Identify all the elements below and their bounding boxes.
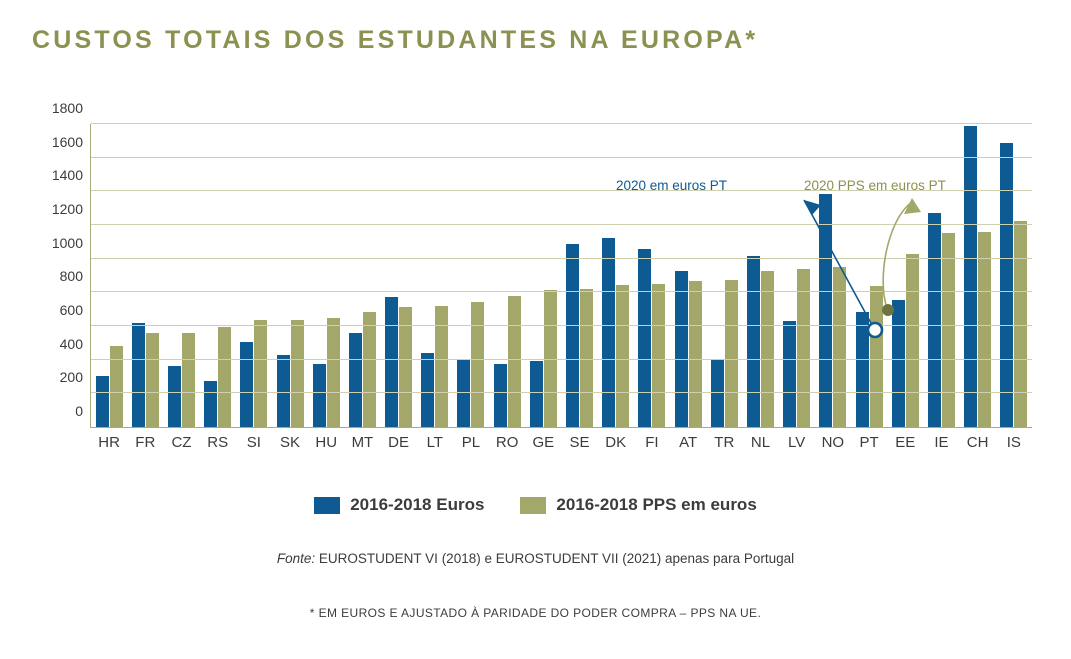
bar (870, 286, 883, 427)
gridline (59, 268, 1032, 292)
bar (218, 327, 231, 427)
x-axis-tick: FI (645, 434, 659, 451)
bar-group (453, 124, 489, 451)
y-axis-tick: 1200 (51, 201, 83, 217)
bar (168, 366, 181, 427)
bar-group (308, 124, 344, 451)
bar-group (381, 124, 417, 451)
bar-group (91, 124, 127, 451)
legend-item-euros (314, 495, 484, 515)
x-axis-tick: RS (207, 434, 229, 451)
x-axis-tick: GE (532, 434, 555, 451)
bar (964, 126, 977, 427)
bar (530, 361, 543, 427)
x-axis-tick: DE (388, 434, 410, 451)
y-axis-tick: 1800 (51, 100, 83, 116)
y-axis-tick: 200 (59, 369, 83, 386)
bar (942, 233, 955, 427)
gridline (51, 133, 1032, 158)
bar (638, 249, 651, 427)
x-axis-tick: SK (280, 434, 301, 451)
footnote: * EM EUROS E AJUSTADO À PARIDADE DO PODER COMPRA – PPS NA UE. (309, 606, 762, 620)
bar (313, 364, 326, 427)
legend-swatch-icon (520, 497, 546, 514)
bar-group (815, 124, 851, 451)
gridline (59, 302, 1032, 326)
bar-group (236, 124, 272, 451)
bar-group (561, 124, 597, 451)
x-axis-tick: IS (1006, 434, 1021, 451)
bar (797, 269, 810, 427)
bar (689, 281, 702, 427)
bar-group (344, 124, 380, 451)
bar (652, 284, 665, 427)
bar (204, 381, 217, 427)
bar (783, 321, 796, 427)
bar-group (272, 124, 308, 451)
bar-group (851, 124, 887, 451)
chart-area (32, 100, 1042, 460)
y-axis-tick: 0 (75, 403, 83, 419)
gridline (51, 201, 1032, 225)
bar-group (960, 124, 996, 451)
bar (182, 333, 195, 427)
x-axis-tick: PL (461, 434, 481, 451)
y-axis-tick: 1400 (51, 167, 83, 184)
bar (327, 318, 340, 427)
annotation-blue-label: 2020 em euros PT (616, 178, 728, 193)
bar (277, 355, 290, 427)
bar (385, 297, 398, 427)
x-axis-tick: CZ (171, 434, 192, 451)
x-axis-tick: HR (98, 434, 120, 451)
x-axis-tick: SE (569, 434, 590, 451)
bar-group (923, 124, 959, 451)
chart-legend (0, 495, 1071, 515)
bar-group (742, 124, 778, 451)
source-text: EUROSTUDENT VI (2018) e EUROSTUDENT VII (2021) apenas para Portugal (315, 551, 795, 566)
x-axis-tick: MT (351, 434, 374, 451)
bar (928, 213, 941, 427)
x-axis-tick: IE (934, 434, 949, 451)
x-axis-tick: LT (426, 434, 443, 451)
bar (240, 342, 253, 427)
bar (508, 296, 521, 427)
bar-group (417, 124, 453, 451)
bar (616, 285, 629, 427)
x-axis-tick: PT (859, 434, 879, 451)
bar-group (127, 124, 163, 451)
x-axis-tick: SI (246, 434, 261, 451)
bar-group (525, 124, 561, 451)
bar (978, 232, 991, 427)
x-axis-tick: DK (605, 434, 627, 451)
bar (566, 244, 579, 427)
y-axis-tick: 1000 (51, 234, 83, 251)
bar-group (163, 124, 199, 451)
bar (146, 333, 159, 427)
gridline (59, 335, 1032, 360)
y-axis-tick: 400 (59, 335, 83, 352)
x-axis-tick: CH (966, 434, 989, 451)
x-axis-tick: RO (495, 434, 519, 451)
bar-group (887, 124, 923, 451)
bar (1014, 221, 1027, 427)
bar (435, 306, 448, 427)
source-prefix: Fonte: (276, 551, 316, 566)
gridline (51, 234, 1032, 259)
bar-group (489, 124, 525, 451)
y-axis-tick: 1600 (51, 133, 83, 150)
source-note (0, 551, 1071, 566)
y-axis-tick: 800 (59, 268, 83, 285)
bar (421, 353, 434, 427)
legend-label: 2016-2018 Euros (350, 495, 485, 514)
bar (747, 256, 760, 427)
legend-label: 2016-2018 PPS em euros (556, 495, 757, 514)
annotation-olive-label: 2020 PPS em euros PT (804, 178, 946, 193)
bar (471, 302, 484, 427)
gridline (51, 100, 1032, 124)
x-axis-tick: FR (135, 434, 156, 451)
gridline (75, 403, 1032, 427)
bar (856, 312, 869, 427)
x-axis-tick: AT (679, 434, 698, 451)
bar-group (706, 124, 742, 451)
bar-group (779, 124, 815, 451)
bar-group (598, 124, 634, 451)
bar (132, 323, 145, 427)
y-axis-tick: 600 (59, 302, 83, 318)
x-axis-tick: EE (895, 434, 916, 451)
x-axis-tick: HU (315, 434, 338, 451)
x-axis-tick: NO (821, 434, 845, 451)
bar-group (996, 124, 1032, 451)
bar-groups (91, 124, 1032, 451)
bar (1000, 143, 1013, 427)
legend-item-pps (520, 495, 756, 515)
bar-group (634, 124, 670, 451)
bar (349, 333, 362, 427)
gridline (59, 369, 1032, 393)
x-axis-tick: NL (750, 434, 771, 451)
bar (254, 320, 267, 427)
bar (675, 271, 688, 427)
bar (494, 364, 507, 427)
bar-group (670, 124, 706, 451)
bar (892, 300, 905, 427)
page-title: CUSTOS TOTAIS DOS ESTUDANTES NA EUROPA* (32, 26, 759, 54)
x-axis-tick: LV (788, 434, 806, 451)
bar (602, 238, 615, 427)
bar (291, 320, 304, 427)
plot-area (51, 100, 1032, 451)
bar (906, 254, 919, 427)
legend-swatch-icon (314, 497, 340, 514)
bar (761, 271, 774, 427)
bar (363, 312, 376, 427)
bar (725, 280, 738, 427)
bar-group (200, 124, 236, 451)
bar (96, 376, 109, 427)
x-axis-tick: TR (714, 434, 735, 451)
